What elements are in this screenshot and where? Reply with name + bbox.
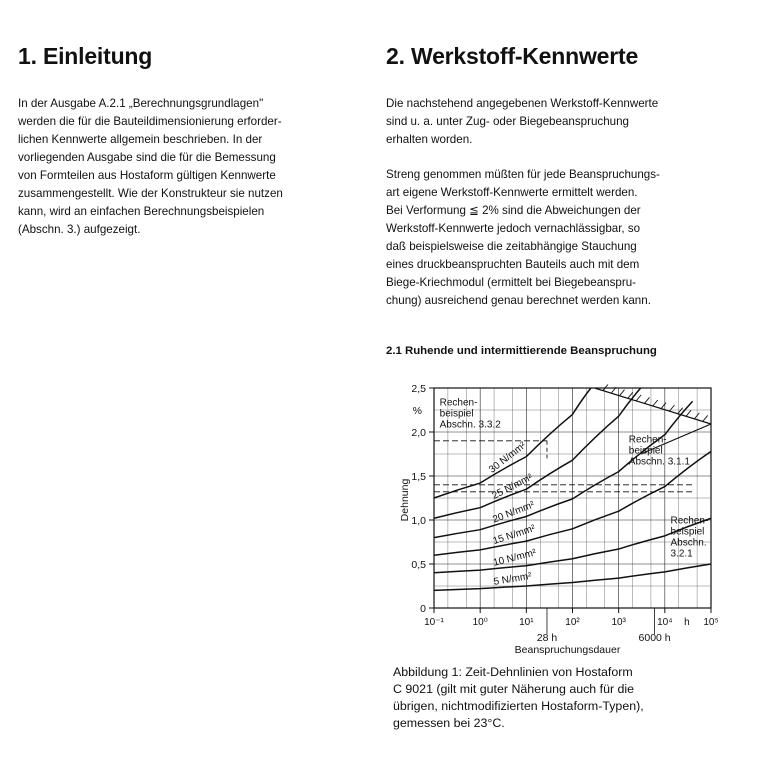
intro-line: (Abschn. 3.) aufgezeigt. — [18, 223, 141, 236]
caption-line: gemessen bei 23°C. — [393, 716, 505, 730]
y-tick-label: 1,5 — [411, 471, 426, 483]
series-label: 25 N/mm² — [490, 472, 535, 502]
y-unit-label: % — [412, 405, 422, 417]
y-tick-label: 0,5 — [411, 559, 426, 571]
hatch-mark — [694, 413, 699, 419]
intro-line: werden die für die Bauteildimensionierung erforder- — [18, 115, 282, 128]
caption-line: C 9021 (gilt mit guter Näherung auch für die — [393, 682, 635, 696]
example-annotation: beispiel — [439, 408, 474, 420]
hatch-mark — [636, 395, 641, 401]
x-tick-label: h — [684, 617, 690, 628]
intro-line: In der Ausgabe A.2.1 „Berechnungsgrundlagen" — [18, 97, 264, 110]
hatch-mark — [653, 400, 658, 406]
series-label: 5 N/mm² — [492, 570, 533, 588]
hatch-mark — [669, 405, 674, 411]
hatch-mark — [644, 397, 649, 403]
intro-line: lichen Kennwerte allgemein beschrieben. In der — [18, 133, 263, 146]
x-tick-label: 10² — [565, 617, 580, 628]
example-annotation: 3.2.1 — [670, 548, 693, 560]
paragraph-line: art eigene Werkstoff-Kennwerte ermittelt werden. — [386, 186, 638, 199]
intro-line: von Formteilen aus Hostaform gültigen Kennwerte — [18, 169, 276, 182]
caption-line: Abbildung 1: Zeit-Dehnlinien von Hostaform — [393, 665, 633, 679]
example-annotation: Rechen- — [628, 434, 667, 446]
x-annotation-label: 6000 h — [638, 632, 671, 644]
x-tick-label: 10⁵ — [703, 617, 719, 628]
series-label: 30 N/mm² — [487, 439, 529, 476]
y-axis-label: Dehnung — [399, 478, 411, 522]
x-annotation-label: 28 h — [536, 632, 558, 644]
x-axis-label: Beanspruchungsdauer — [514, 644, 621, 656]
x-tick-label: 10³ — [611, 617, 626, 628]
chart-labels — [399, 383, 719, 656]
caption-line: übrigen, nichtmodifizierten Hostaform-Typen), — [393, 699, 644, 713]
hatch-mark — [619, 390, 624, 396]
x-tick-label: 10⁻¹ — [424, 617, 444, 628]
y-tick-label: 1,0 — [411, 515, 426, 527]
hatch-mark — [703, 415, 708, 421]
paragraph-line: Die nachstehend angegebenen Werkstoff-Kennwerte — [386, 97, 659, 110]
figure-caption — [393, 664, 644, 732]
paragraph-line: Bei Verformung ≦ 2% sind die Abweichungen der — [386, 204, 641, 217]
section-subheading: 2.1 Ruhende und intermittierende Beanspruchung — [386, 345, 657, 357]
example-annotation: Abschn. 3.1.1 — [628, 456, 690, 468]
x-tick-label: 10⁴ — [657, 617, 673, 628]
paragraph-line: sind u. a. unter Zug- oder Biegebeanspruchung — [386, 115, 629, 128]
example-annotation: beispiel — [628, 445, 663, 457]
hatch-mark — [661, 403, 666, 409]
y-tick-label: 0 — [420, 603, 426, 615]
paragraph-line: Werkstoff-Kennwerte jedoch vernachlässigbar, so — [386, 222, 641, 235]
series-label: 10 N/mm² — [492, 547, 538, 569]
example-annotation: Rechen- — [439, 397, 478, 409]
heading-einleitung: 1. Einleitung — [18, 43, 153, 69]
paragraph-line: eines druckbeanspruchten Bauteils auch mit dem — [386, 258, 640, 271]
example-annotation: Abschn. — [670, 537, 707, 549]
paragraph-line: chung) ausreichend genau berechnet werden kann. — [386, 294, 651, 307]
series-label: 20 N/mm² — [491, 499, 537, 526]
y-tick-label: 2,5 — [411, 383, 426, 395]
intro-line: zusammengestellt. Wie der Konstrukteur sie nutzen — [18, 187, 283, 200]
intro-line: vorliegenden Ausgabe sind die für die Bemessung — [18, 151, 276, 164]
series-label: 15 N/mm² — [491, 523, 537, 548]
example-annotation: Rechen- — [670, 515, 709, 527]
x-tick-label: 10⁰ — [472, 617, 488, 628]
paragraph-line: daß beispielsweise die zeitabhängige Stauchung — [386, 240, 637, 253]
y-tick-label: 2,0 — [411, 427, 426, 439]
paragraph-line: Streng genommen müßten für jede Beanspruchungs- — [386, 168, 660, 181]
example-annotation: beispiel — [670, 526, 705, 538]
heading-werkstoff-kennwerte: 2. Werkstoff-Kennwerte — [386, 43, 639, 69]
paragraph-line: Biege-Kriechmodul (ermittelt bei Biegebeanspru- — [386, 276, 637, 289]
x-tick-label: 10¹ — [519, 617, 534, 628]
intro-line: kann, wird an einfachen Berechnungsbeispielen — [18, 205, 265, 218]
example-annotation: Abschn. 3.3.2 — [439, 419, 501, 431]
paragraph-line: erhalten worden. — [386, 133, 473, 146]
hatch-mark — [686, 410, 691, 416]
